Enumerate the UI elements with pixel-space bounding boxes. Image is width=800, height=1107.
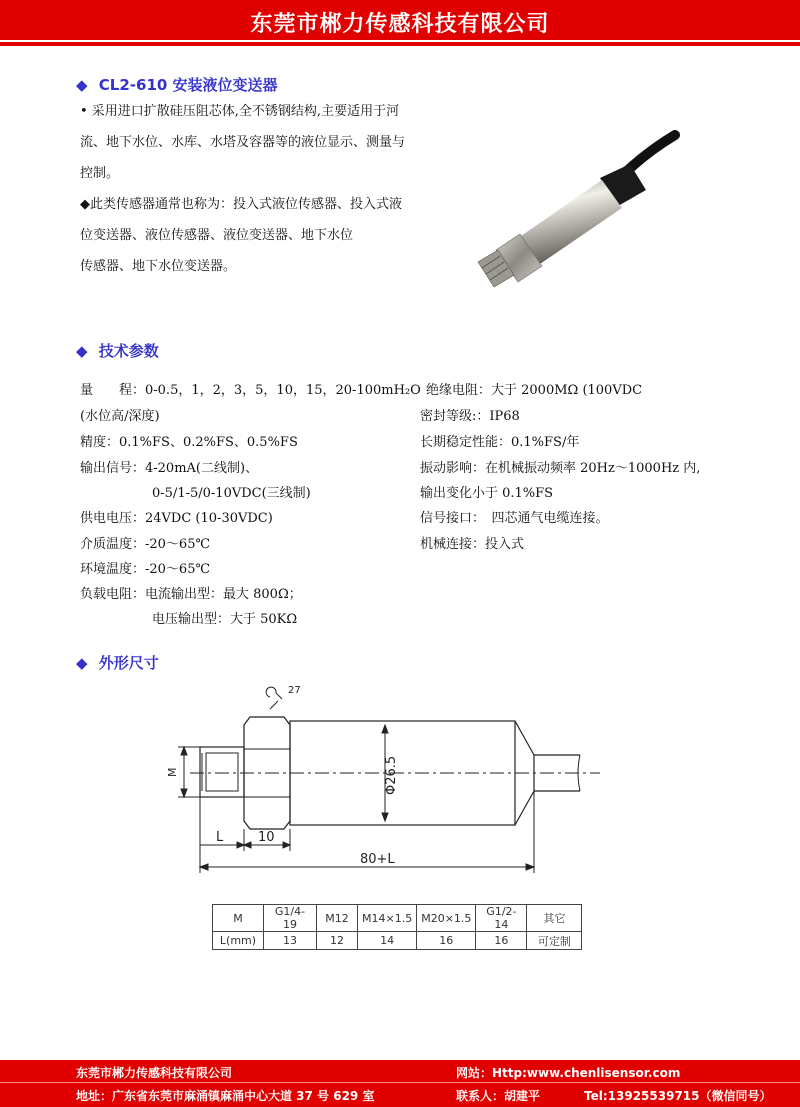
table-cell: 可定制: [527, 932, 582, 950]
thread-label: M: [166, 767, 179, 777]
table-cell: M14×1.5: [358, 905, 417, 932]
dimensions-title-row: [76, 652, 159, 673]
spec-signal-interface: 信号接口： 四芯通气电缆连接。: [420, 511, 609, 526]
footer-contact: 联系人：胡建平: [456, 1089, 541, 1103]
footer-tel: Tel:13925539715（微信同号）: [584, 1089, 772, 1103]
spec-stability: 长期稳定性能：0.1%FS/年: [420, 435, 580, 450]
spec-vibration-note: 输出变化小于 0.1%FS: [420, 486, 554, 501]
table-cell: M: [213, 905, 264, 932]
table-cell: 14: [358, 932, 417, 950]
table-row: [213, 932, 582, 950]
total-length-label: 80+L: [360, 852, 395, 867]
table-cell: G1/2-14: [476, 905, 527, 932]
spec-accuracy: 精度：0.1%FS、0.2%FS、0.5%FS: [80, 435, 298, 450]
spec-output: 输出信号：4-20mA(二线制)、: [80, 461, 259, 476]
intro-line: 流、地下水位、水库、水塔及容器等的液位显示、测量与: [80, 135, 406, 150]
spec-range: 量 程：0-0.5，1，2，3，5，10，15，20-100mH₂O: [80, 383, 421, 398]
spec-load: 负载电阻：电流输出型：最大 800Ω；: [80, 587, 302, 602]
company-title: 东莞市郴力传感科技有限公司: [250, 12, 550, 37]
dimension-drawing: [150, 675, 620, 875]
spec-insulation: 绝缘电阻：大于 2000MΩ (100VDC: [426, 383, 643, 398]
product-title-row: [76, 74, 278, 95]
table-row: [213, 905, 582, 932]
product-intro: [80, 96, 450, 282]
table-cell: 其它: [527, 905, 582, 932]
header-divider: [0, 40, 800, 42]
diamond-icon: ◆: [76, 654, 88, 672]
spec-medium-temp: 介质温度：-20～65℃: [80, 537, 211, 552]
spec-supply: 供电电压：24VDC (10-30VDC): [80, 511, 273, 526]
spec-load-voltage: 电压输出型：大于 50KΩ: [152, 612, 298, 627]
spec-output-voltage: 0-5/1-5/0-10VDC(三线制): [152, 486, 311, 501]
dimensions-title: 外形尺寸: [98, 654, 159, 672]
thread-size-table: [212, 904, 582, 950]
footer-company: 东莞市郴力传感科技有限公司: [76, 1066, 233, 1080]
product-title: CL2-610 安装液位变送器: [98, 76, 278, 94]
specs-title: 技术参数: [98, 342, 159, 360]
spec-vibration: 振动影响：在机械振动频率 20Hz～1000Hz 内,: [420, 461, 701, 476]
spec-mechanical: 机械连接：投入式: [420, 537, 525, 552]
table-cell: L(mm): [213, 932, 264, 950]
table-cell: 12: [317, 932, 358, 950]
intro-line: 控制。: [80, 166, 120, 181]
footer-bar: [0, 1060, 800, 1107]
table-cell: M12: [317, 905, 358, 932]
intro-line: 位变送器、液位传感器、液位变送器、地下水位: [80, 228, 354, 243]
spec-ambient-temp: 环境温度：-20～65℃: [80, 562, 211, 577]
diameter-label: Φ26.5: [384, 755, 399, 795]
footer-address: 地址：广东省东莞市麻涌镇麻涌中心大道 37 号 629 室: [76, 1089, 375, 1103]
intro-line: 传感器、地下水位变送器。: [80, 259, 237, 274]
table-cell: G1/4-19: [264, 905, 317, 932]
table-cell: 16: [476, 932, 527, 950]
spec-sealing: 密封等级:：IP68: [420, 409, 520, 424]
table-cell: M20×1.5: [417, 905, 476, 932]
table-cell: 16: [417, 932, 476, 950]
diamond-icon: ◆: [76, 76, 88, 94]
specs-title-row: [76, 340, 159, 361]
length-10-label: 10: [258, 830, 275, 845]
footer-website[interactable]: 网站：Http:www.chenlisensor.com: [456, 1066, 681, 1080]
length-l-label: L: [216, 830, 224, 845]
diamond-icon: ◆: [76, 342, 88, 360]
intro-line: ◆此类传感器通常也称为：投入式液位传感器、投入式液: [80, 197, 402, 212]
footer-divider: [0, 1082, 800, 1083]
sensor-product-image: [460, 130, 700, 290]
spec-range-note: (水位高/深度): [80, 409, 160, 424]
table-cell: 13: [264, 932, 317, 950]
wrench-size-label: 27: [288, 685, 301, 696]
header-bar: [0, 0, 800, 46]
intro-line: • 采用进口扩散硅压阻芯体,全不锈钢结构,主要适用于河: [80, 104, 400, 119]
